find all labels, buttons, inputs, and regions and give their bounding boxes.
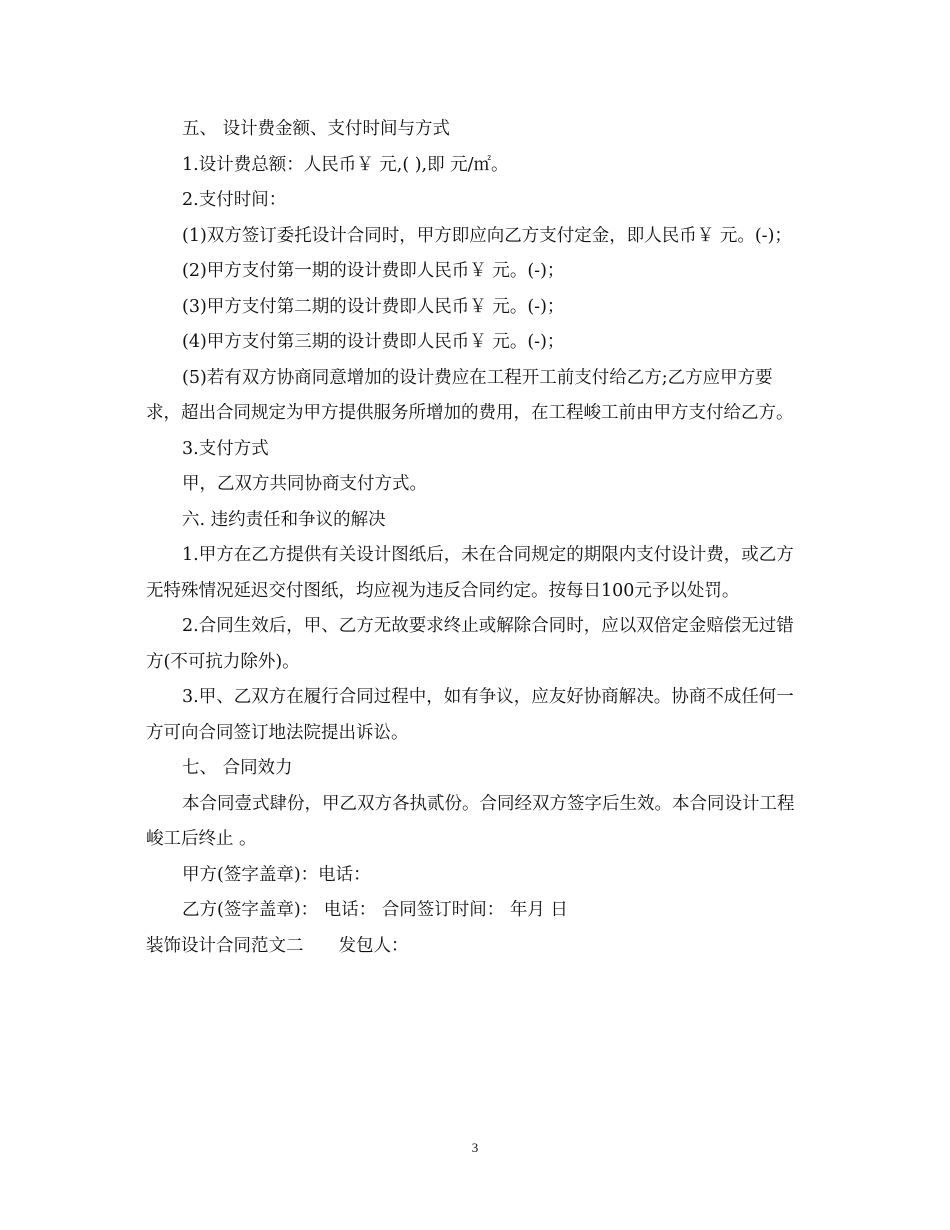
- breach-clause-1: 1.甲方在乙方提供有关设计图纸后，未在合同规定的期限内支付设计费，或乙方无特殊情况延迟交付图纸，均应视为违反合同约定。按每日100元予以处罚。: [146, 545, 794, 601]
- party-b-signature-line: 乙方(签字盖章)： 电话： 合同签订时间： 年月 日: [182, 900, 568, 920]
- party-a-signature-line: 甲方(签字盖章)：电话：: [182, 864, 371, 885]
- page-number: 3: [471, 1140, 479, 1155]
- breach-clause-3: 3.甲、乙双方在履行合同过程中，如有争议，应友好协商解决。协商不成任何一方可向合同签订地法院提出诉讼。: [146, 687, 794, 743]
- total-fee-paragraph: 1.设计费总额：人民币￥ 元,( ),即 元/㎡。: [182, 154, 509, 175]
- payment-method-paragraph: 甲，乙双方共同协商支付方式。: [182, 474, 427, 494]
- payment-time-heading: 2.支付时间：: [182, 190, 287, 210]
- payment-method-heading: 3.支付方式: [182, 438, 269, 459]
- next-document-title: 装饰设计合同范文二 发包人：: [146, 935, 409, 956]
- payment-item-3: (3)甲方支付第二期的设计费即人民币￥ 元。(-)；: [182, 296, 565, 317]
- payment-item-2: (2)甲方支付第一期的设计费即人民币￥ 元。(-)；: [182, 261, 565, 281]
- payment-item-4: (4)甲方支付第三期的设计费即人民币￥ 元。(-)；: [182, 332, 565, 352]
- section-6-heading: 六. 违约责任和争议的解决: [182, 509, 386, 530]
- document-body: [146, 112, 806, 964]
- payment-item-1: (1)双方签订委托设计合同时，甲方即应向乙方支付定金，即人民币￥ 元。(-)；: [182, 225, 792, 246]
- breach-clause-2: 2.合同生效后，甲、乙方无故要求终止或解除合同时，应以双倍定金赔偿无过错方(不可抗力除外)。: [146, 616, 794, 672]
- validity-paragraph: 本合同壹式肆份，甲乙双方各执贰份。合同经双方签字后生效。本合同设计工程峻工后终止 。: [146, 793, 795, 849]
- section-7-heading: 七、 合同效力: [182, 758, 293, 778]
- payment-item-5: (5)若有双方协商同意增加的设计费应在工程开工前支付给乙方;乙方应甲方要求，超出合同规定为甲方提供服务所增加的费用，在工程峻工前由甲方支付给乙方。: [146, 367, 794, 423]
- section-5-heading: 五、 设计费金额、支付时间与方式: [182, 119, 451, 139]
